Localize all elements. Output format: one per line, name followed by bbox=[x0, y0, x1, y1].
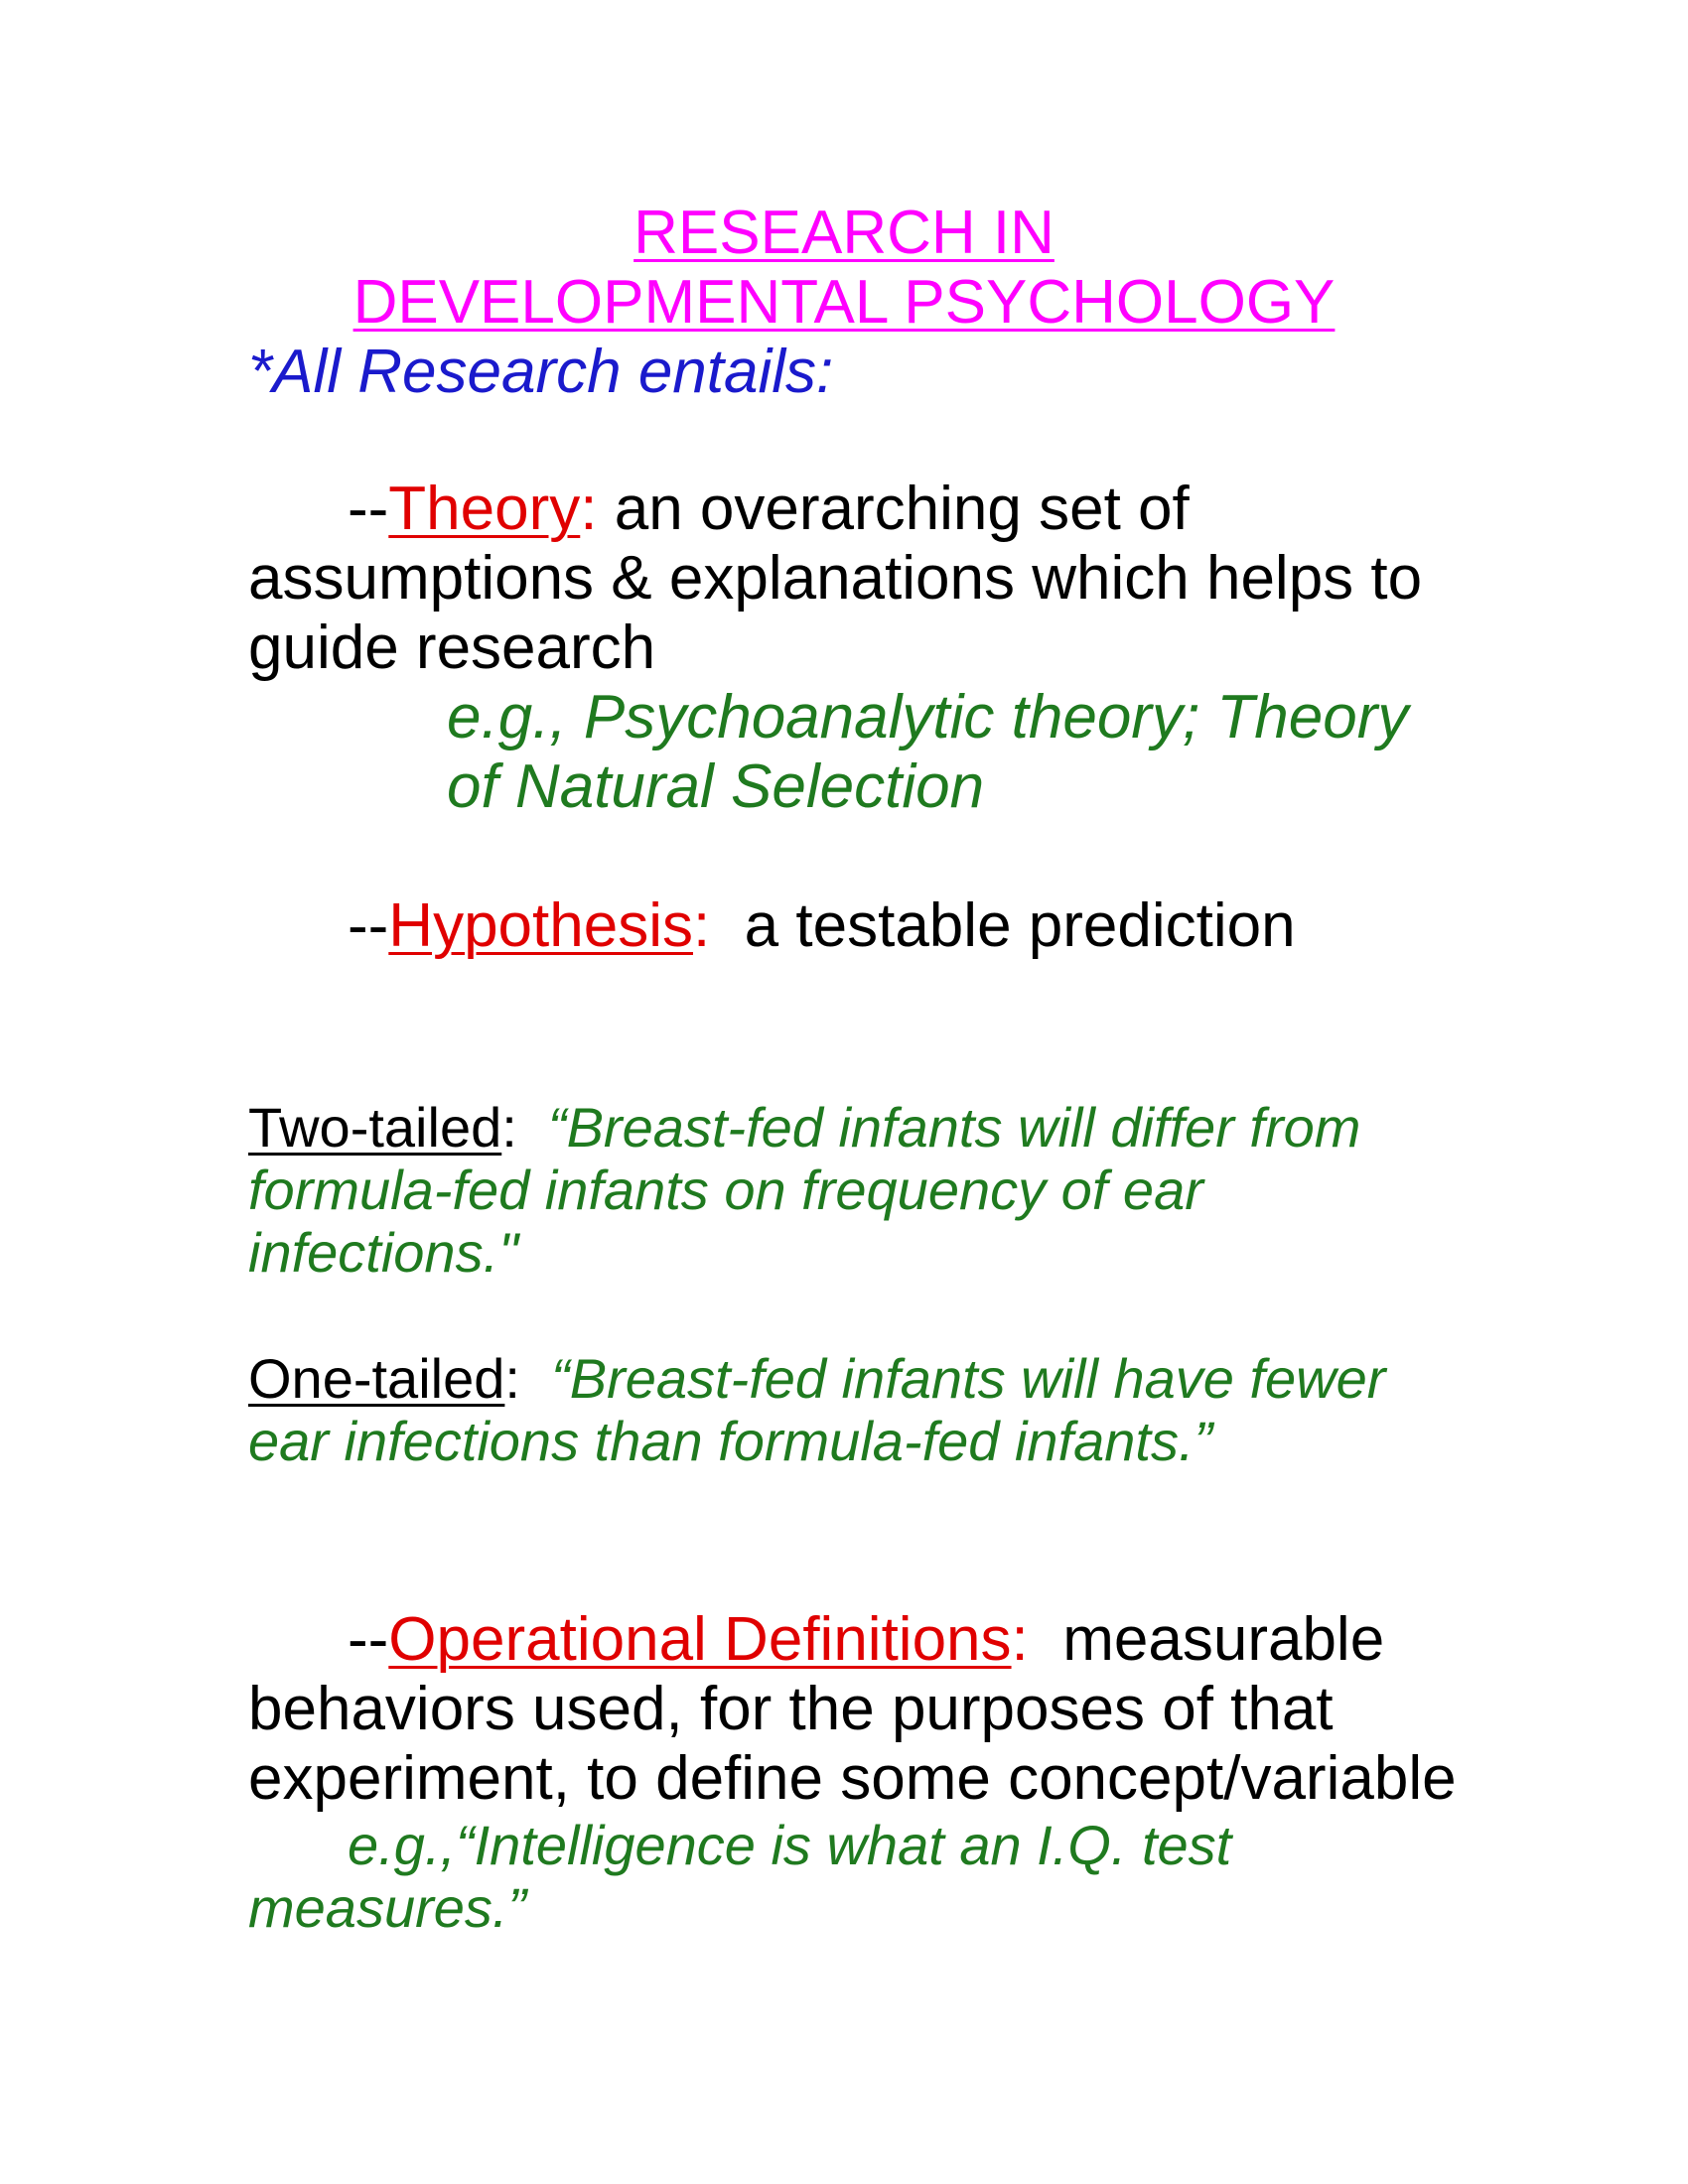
theory-line-1 bbox=[248, 475, 1489, 544]
page-title bbox=[0, 199, 1688, 338]
hypothesis-line bbox=[248, 891, 1489, 961]
one-tailed-quote-2: ear infections than formula-fed infants.” bbox=[248, 1410, 1213, 1472]
intro-text: *All Research entails: bbox=[248, 338, 834, 406]
hypothesis-prefix: -- bbox=[348, 891, 389, 960]
theory-section bbox=[248, 475, 1489, 822]
operational-prefix: -- bbox=[348, 1605, 389, 1674]
theory-colon: : bbox=[580, 475, 598, 543]
operational-line-1 bbox=[248, 1605, 1489, 1675]
two-tailed-quote-2: formula-fed infants on frequency of ear bbox=[248, 1159, 1203, 1221]
hypothesis-term bbox=[388, 891, 710, 960]
theory-term bbox=[388, 475, 597, 543]
operational-example-1: e.g.,“Intelligence is what an I.Q. test bbox=[348, 1814, 1232, 1876]
operational-definition-2: behaviors used, for the purposes of that bbox=[248, 1675, 1334, 1743]
title-line-1: RESEARCH IN bbox=[633, 199, 1055, 267]
one-tailed-section bbox=[248, 1347, 1489, 1472]
two-tailed-colon: : bbox=[501, 1096, 548, 1159]
hypothesis-definition: a testable prediction bbox=[710, 891, 1296, 960]
two-tailed-line-1 bbox=[248, 1096, 1489, 1159]
theory-prefix: -- bbox=[348, 475, 389, 543]
operational-definition-3: experiment, to define some concept/variable bbox=[248, 1744, 1457, 1813]
two-tailed-quote-1: “Breast-fed infants will differ from bbox=[547, 1096, 1361, 1159]
operational-colon: : bbox=[1011, 1605, 1029, 1674]
two-tailed-quote-3: infections." bbox=[248, 1221, 519, 1284]
theory-term-label: Theory bbox=[388, 475, 581, 543]
one-tailed-label: One-tailed bbox=[248, 1347, 505, 1410]
operational-term bbox=[388, 1605, 1028, 1674]
operational-example-2: measures.” bbox=[248, 1876, 527, 1939]
two-tailed-label: Two-tailed bbox=[248, 1096, 502, 1159]
one-tailed-quote-1: “Breast-fed infants will have fewer bbox=[551, 1347, 1386, 1410]
operational-term-label: Operational Definitions bbox=[388, 1605, 1012, 1674]
theory-definition-1: an overarching set of bbox=[597, 475, 1190, 543]
theory-definition-2: assumptions & explanations which helps to bbox=[248, 544, 1423, 613]
hypothesis-term-label: Hypothesis bbox=[388, 891, 693, 960]
hypothesis-colon: : bbox=[693, 891, 711, 960]
two-tailed-section bbox=[248, 1096, 1489, 1284]
theory-example-1: e.g., Psychoanalytic theory; Theory bbox=[447, 683, 1409, 751]
hypothesis-section bbox=[248, 891, 1489, 961]
operational-section bbox=[248, 1605, 1489, 1939]
one-tailed-line-1 bbox=[248, 1347, 1489, 1410]
title-line-2: DEVELOPMENTAL PSYCHOLOGY bbox=[352, 268, 1336, 337]
operational-definition-1: measurable bbox=[1028, 1605, 1385, 1674]
theory-example-2: of Natural Selection bbox=[447, 752, 985, 821]
one-tailed-colon: : bbox=[504, 1347, 552, 1410]
theory-definition-3: guide research bbox=[248, 614, 656, 682]
